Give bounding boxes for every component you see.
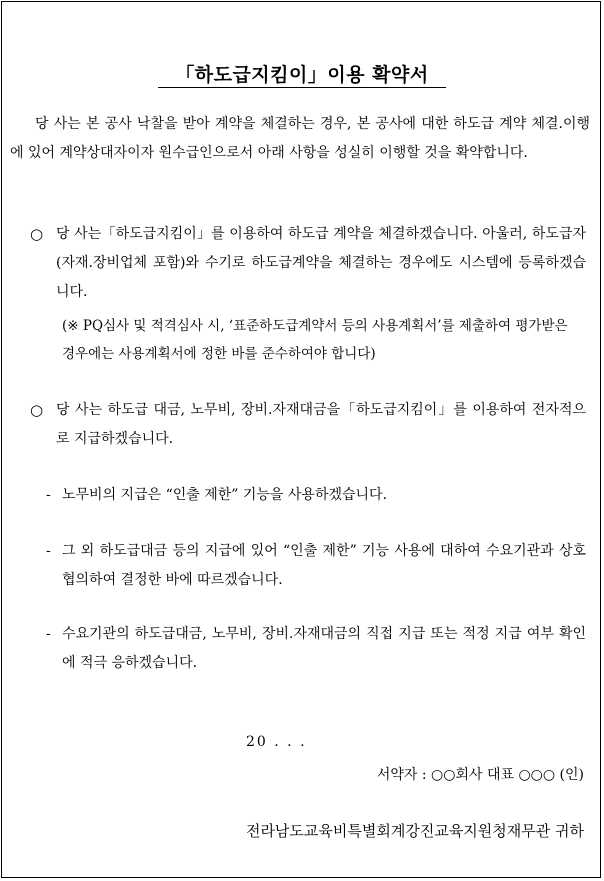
document-title: 「하도급지킴이」이용 확약서 xyxy=(175,64,429,86)
date-line: 20 . . . xyxy=(246,734,307,750)
addressee-line: 전라남도교육비특별회계강진교육지원청재무관 귀하 xyxy=(245,822,584,840)
dash-bullet: - xyxy=(46,543,51,559)
item-note: (※ PQ심사 및 적격심사 시, ‘표준하도급계약서 등의 사용계획서’를 제출하여 평가받은 경우에는 사용계획서에 정한 바를 준수하여야 합니다) xyxy=(62,318,568,362)
dash-bullet: - xyxy=(46,626,51,642)
item-text: 당 사는 하도급 대금, 노무비, 장비.자재대금을「하도급지킴이」를 이용하여 전자적으로 지급하겠습니다. xyxy=(56,402,586,447)
item-text: 당 사는「하도급지킴이」를 이용하여 하도급 계약을 체결하겠습니다. 아울러, 하도급자(자재.장비업체 포함)와 수기로 하도급계약을 체결하는 경우에도 시스템에 등록하겠습니다. xyxy=(56,226,586,300)
intro-paragraph: 당 사는 본 공사 낙찰을 받아 계약을 체결하는 경우, 본 공사에 대한 하도급 계약 체결.이행에 있어 계약상대자이자 원수급인으로서 아래 사항을 성실히 이행할 것을 확약합니다. xyxy=(10,116,590,161)
circle-bullet-icon: ○ xyxy=(30,401,44,419)
circle-bullet-icon: ○ xyxy=(30,225,44,243)
sub-item-text: 노무비의 지급은 “인출 제한” 기능을 사용하겠습니다. xyxy=(62,487,388,503)
sub-item-text: 그 외 하도급대금 등의 지급에 있어 “인출 제한” 기능 사용에 대하여 수요기관과 상호 협의하여 결정한 바에 따르겠습니다. xyxy=(62,543,586,588)
dash-bullet: - xyxy=(46,487,51,503)
title-underline xyxy=(158,87,446,88)
signer-line: 서약자 : ○○회사 대표 ○○○ (인) xyxy=(376,767,584,783)
sub-item-text: 수요기관의 하도급대금, 노무비, 장비.자재대금의 직접 지급 또는 적정 지급 여부 확인에 적극 응하겠습니다. xyxy=(62,626,586,671)
